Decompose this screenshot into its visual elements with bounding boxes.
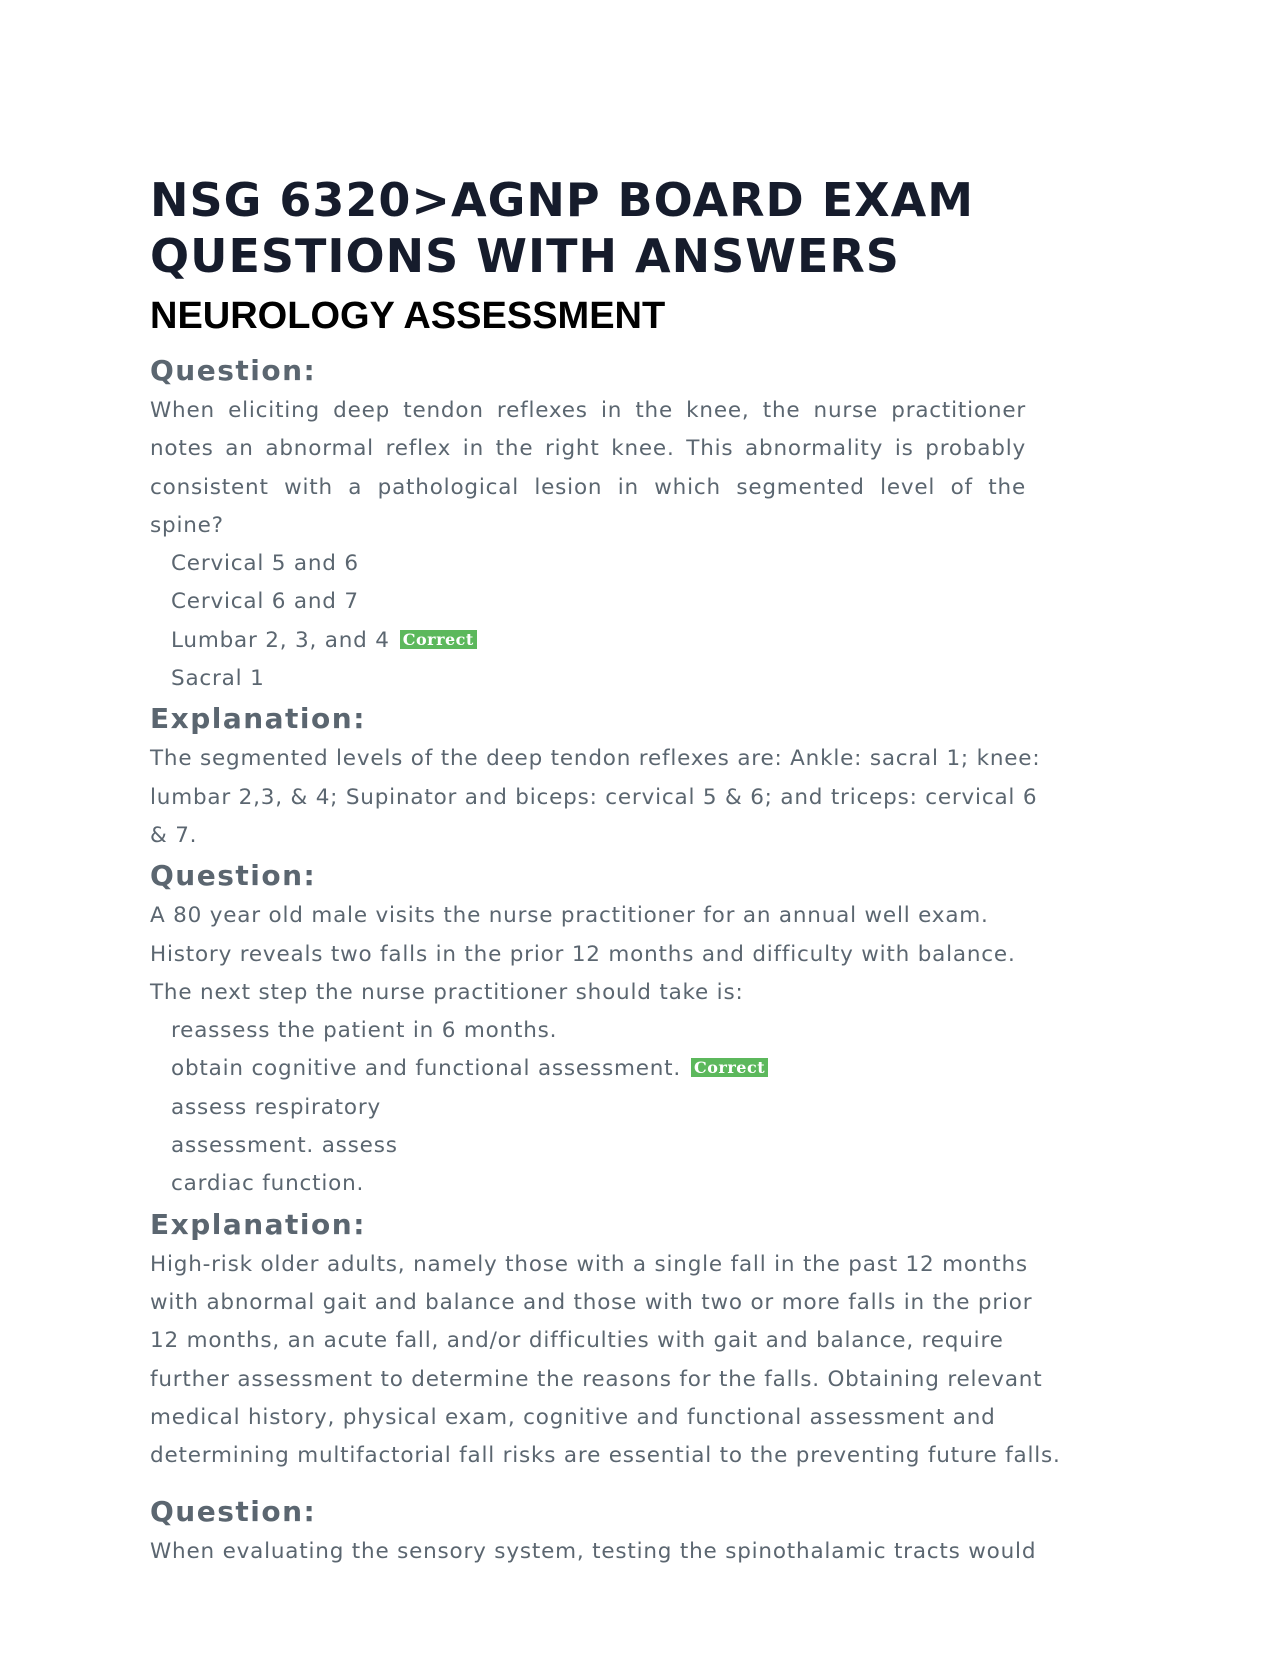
answer-option[interactable]: reassess the patient in 6 months. <box>171 1018 558 1044</box>
answer-option-correct[interactable]: obtain cognitive and functional assessment. Correct <box>150 1050 1130 1088</box>
explanation-heading: Explanation: <box>150 1207 366 1241</box>
question-text: When evaluating the sensory system, testing the spinothalamic tracts would <box>150 1539 1037 1565</box>
correct-badge: Correct <box>400 630 477 649</box>
answer-option[interactable]: Cervical 6 and 7 <box>171 589 359 615</box>
document-title <box>150 172 1130 344</box>
title-subject: NEUROLOGY ASSESSMENT <box>150 295 666 337</box>
explanation-text: The segmented levels of the deep tendon reflexes are: Ankle: sacral 1; knee: lumbar 2,3, & 4; Supinator and biceps: cervical 5 & 6; and triceps: cervical 6 & 7. <box>150 746 1041 848</box>
answer-option-correct[interactable]: Lumbar 2, 3, and 4 Correct <box>150 622 1130 660</box>
answer-option[interactable]: assessment. assess <box>171 1133 398 1159</box>
answer-option[interactable]: Sacral 1 <box>171 666 265 692</box>
answer-option[interactable]: cardiac function. <box>171 1171 365 1197</box>
question-text: A 80 year old male visits the nurse practitioner for an annual well exam. History reveals two falls in the prior 12 months and difficulty with balance. The next step the nurse practitioner should take is: <box>150 903 1016 1005</box>
title-main: NSG 6320>AGNP BOARD EXAM QUESTIONS WITH ANSWERS <box>150 173 974 283</box>
answer-option[interactable]: assess respiratory <box>171 1094 382 1120</box>
explanation-heading: Explanation: <box>150 702 366 736</box>
answer-options <box>150 545 1130 698</box>
question-heading: Question: <box>150 859 317 893</box>
answer-options <box>150 1012 1130 1203</box>
question-heading: Question: <box>150 1495 317 1529</box>
answer-option[interactable]: Cervical 5 and 6 <box>171 551 359 577</box>
explanation-text: High-risk older adults, namely those with a single fall in the past 12 months with abnormal gait and balance and those with two or more falls in the prior 12 months, an acute fall, and/or difficulties with gait and balance, require further assessment to determine the reasons for the falls. Obtaining relevant medical history, physical exam, cognitive and functional assessment and determining multifactorial fall risks are essential to the preventing future falls. <box>150 1251 1061 1469</box>
question-text: When eliciting deep tendon reflexes in the knee, the nurse practitioner notes an abnormal reflex in the right knee. This abnormality is probably consistent with a pathological lesion in which segmented level of the spine? <box>150 398 1026 538</box>
correct-badge: Correct <box>691 1058 768 1077</box>
document-page <box>150 172 1130 1572</box>
question-heading: Question: <box>150 354 317 387</box>
